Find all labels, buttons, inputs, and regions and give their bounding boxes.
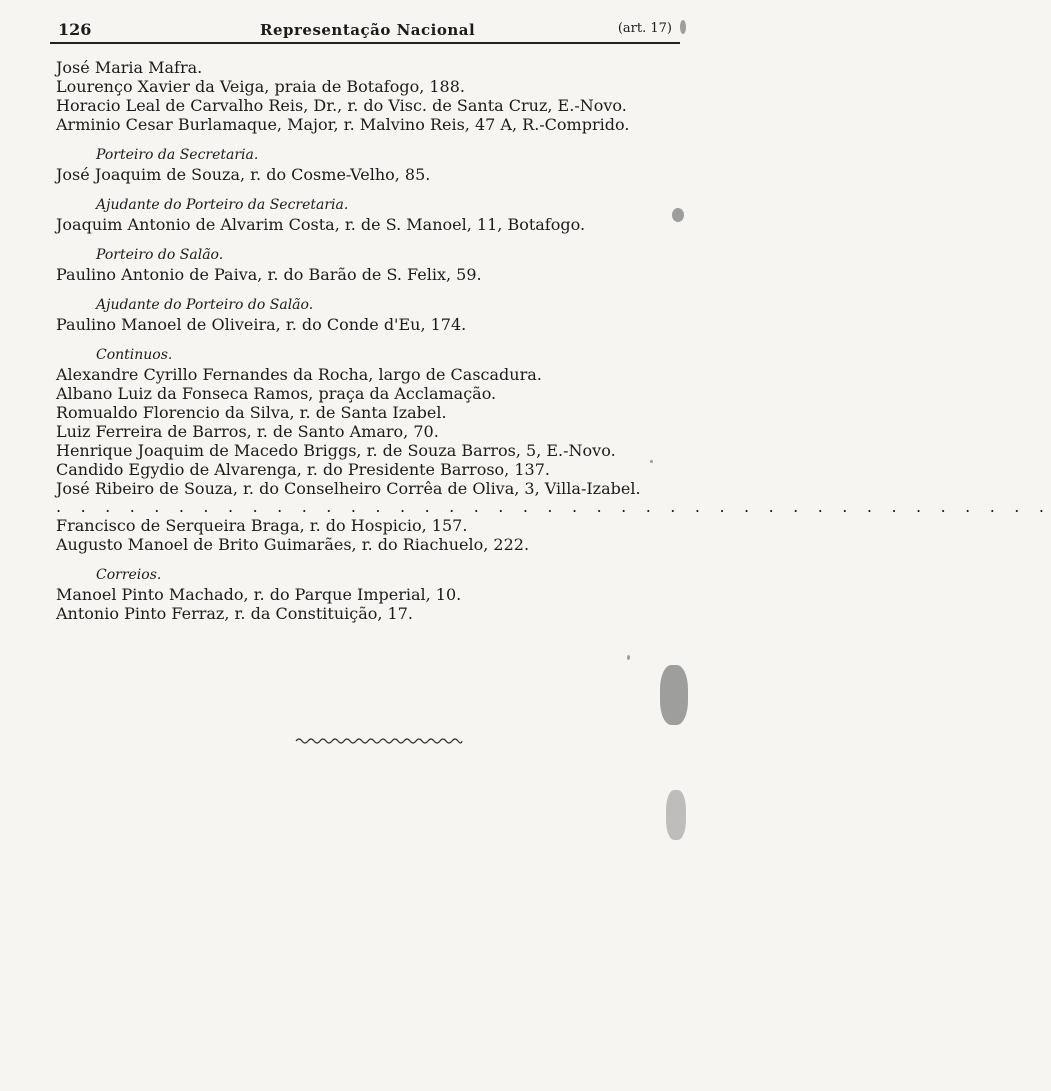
scan-speck (672, 208, 684, 222)
dotted-ellipsis-row: . . . . . . . . . . . . . . . . . . . . . . . . . . . . . . . . . . . . . . . . . (56, 497, 1051, 516)
entry-line: Paulino Antonio de Paiva, r. do Barão de S. Felix, 59. (56, 265, 482, 284)
entry-line: Arminio Cesar Burlamaque, Major, r. Malvino Reis, 47 A, R.-Comprido. (56, 115, 630, 134)
page-number: 126 (58, 20, 92, 39)
entry-line: Joaquim Antonio de Alvarim Costa, r. de S. Manoel, 11, Botafogo. (56, 215, 586, 234)
entry-line: Manoel Pinto Machado, r. do Parque Imperial, 10. (56, 585, 462, 604)
end-flourish-ornament (296, 736, 462, 746)
entry-line: Albano Luiz da Fonseca Ramos, praça da Acclamação. (56, 384, 497, 403)
scan-speck (650, 460, 653, 463)
entry-line: Alexandre Cyrillo Fernandes da Rocha, largo de Cascadura. (56, 365, 542, 384)
document-body (56, 58, 1051, 623)
page-header (50, 18, 682, 42)
scan-speck (627, 655, 630, 660)
entry-line: José Ribeiro de Souza, r. do Conselheiro Corrêa de Oliva, 3, Villa-Izabel. (56, 479, 641, 498)
entry-line: José Joaquim de Souza, r. do Cosme-Velho, 85. (56, 165, 431, 184)
entry-line: Candido Egydio de Alvarenga, r. do Presidente Barroso, 137. (56, 460, 550, 479)
entry-line: Paulino Manoel de Oliveira, r. do Conde d'Eu, 174. (56, 315, 467, 334)
entry-line: Horacio Leal de Carvalho Reis, Dr., r. do Visc. de Santa Cruz, E.-Novo. (56, 96, 627, 115)
header-rule (50, 42, 680, 44)
entry-line: Antonio Pinto Ferraz, r. da Constituição, 17. (56, 604, 413, 623)
entry-line: Romualdo Florencio da Silva, r. de Santa Izabel. (56, 403, 447, 422)
section-heading: Ajudante do Porteiro do Salão. (96, 297, 314, 313)
entry-line: Augusto Manoel de Brito Guimarães, r. do Riachuelo, 222. (56, 535, 530, 554)
running-title: Representação Nacional (260, 21, 476, 39)
scan-speck (660, 665, 688, 725)
entry-line: José Maria Mafra. (56, 58, 203, 77)
entry-line: Luiz Ferreira de Barros, r. de Santo Amaro, 70. (56, 422, 439, 441)
entry-line: Henrique Joaquim de Macedo Briggs, r. de Souza Barros, 5, E.-Novo. (56, 441, 616, 460)
entry-line: Lourenço Xavier da Veiga, praia de Botafogo, 188. (56, 77, 465, 96)
scan-speck (666, 790, 686, 840)
section-heading: Continuos. (96, 347, 173, 363)
entry-line: Francisco de Serqueira Braga, r. do Hospicio, 157. (56, 516, 468, 535)
section-heading: Ajudante do Porteiro da Secretaria. (96, 197, 349, 213)
section-heading: Porteiro do Salão. (96, 247, 224, 263)
article-reference: (art. 17) (617, 21, 672, 36)
scan-speck (680, 20, 686, 34)
section-heading: Porteiro da Secretaria. (96, 147, 259, 163)
section-heading: Correios. (96, 567, 162, 583)
